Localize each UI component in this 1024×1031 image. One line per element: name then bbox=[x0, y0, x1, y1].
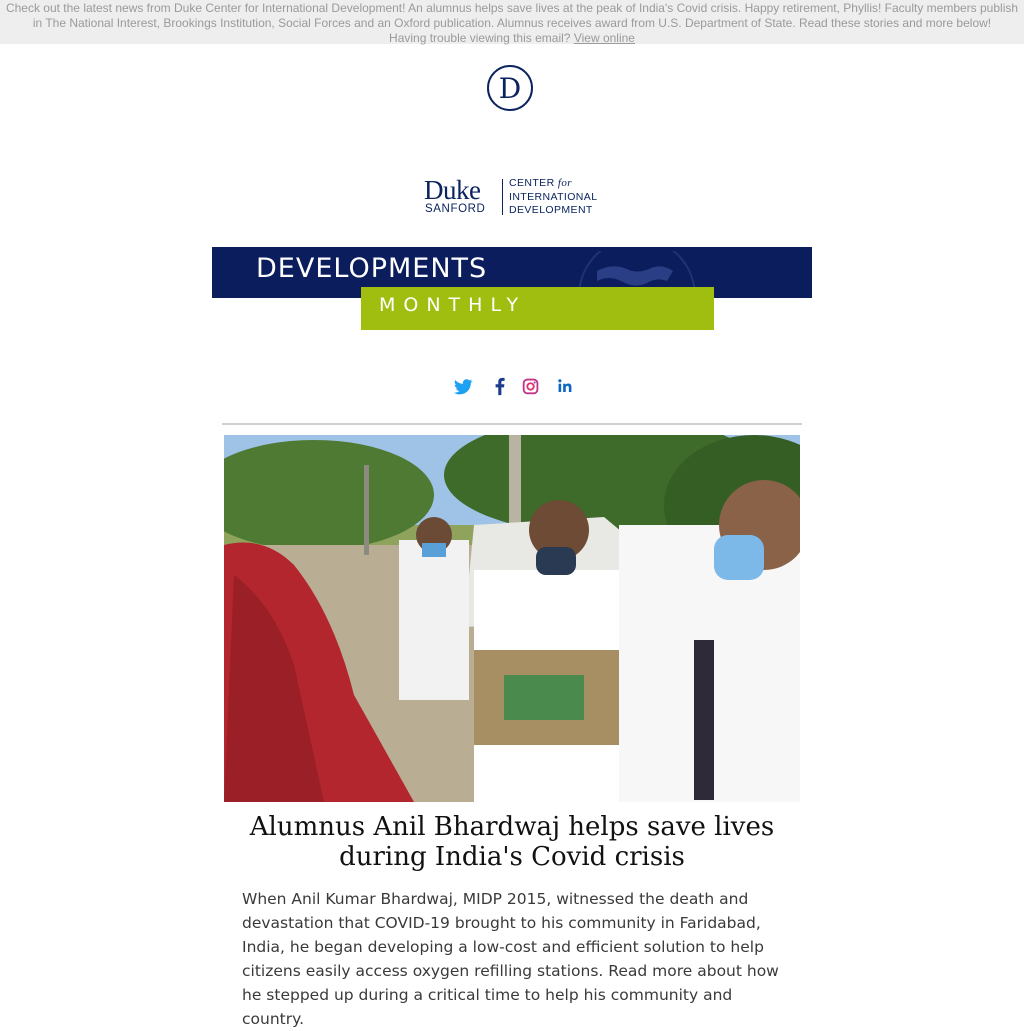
facebook-icon[interactable] bbox=[489, 374, 511, 398]
logo-sanford-word: SANFORD bbox=[425, 203, 486, 215]
banner-subtitle: MONTHLY bbox=[379, 294, 527, 316]
linkedin-icon[interactable] bbox=[554, 374, 576, 398]
logo-development-word: DEVELOPMENT bbox=[509, 204, 593, 216]
logo-divider bbox=[502, 179, 503, 215]
developments-monthly-banner[interactable] bbox=[212, 247, 812, 331]
logo-cid-text bbox=[509, 177, 597, 218]
instagram-icon[interactable] bbox=[520, 374, 542, 398]
social-icons-row bbox=[452, 374, 576, 398]
logo-for-word: for bbox=[557, 177, 572, 189]
logo-international-word: INTERNATIONAL bbox=[509, 190, 598, 203]
preheader-text: Check out the latest news from Duke Center for International Development! An alumnus helps save lives at the peak of India's Covid crisis. Happy retirement, Phyllis! Faculty members publish in The National Interest, Brookings Institution, Social Forces and an Oxford publication. Alumnus receives award from U.S. Department of State. Read these stories and more below! bbox=[5, 1, 1019, 30]
logo-center-word: CENTER bbox=[509, 177, 555, 189]
section-divider bbox=[222, 423, 802, 425]
view-online-link[interactable]: View online bbox=[573, 31, 635, 45]
article-body: When Anil Kumar Bhardwaj, MIDP 2015, witnessed the death and devastation that COVID-19 brought to his community in Faridabad, India, he began developing a low-cost and efficient solution to help citizens easily access oxygen refilling stations. Read more about how he stepped up during a critical time to help his community and country. bbox=[242, 890, 779, 1028]
article-headline[interactable]: Alumnus Anil Bhardwaj helps save lives during India's Covid crisis bbox=[249, 812, 775, 872]
twitter-icon[interactable] bbox=[452, 374, 474, 398]
trouble-text: Having trouble viewing this email? bbox=[389, 31, 571, 45]
preheader bbox=[0, 0, 1024, 44]
logo-duke-word: Duke bbox=[424, 175, 481, 205]
banner-title: DEVELOPMENTS bbox=[256, 253, 488, 284]
d-logo-badge[interactable]: D bbox=[487, 65, 533, 111]
duke-sanford-cid-logo[interactable] bbox=[424, 175, 604, 219]
article-photo[interactable] bbox=[224, 435, 800, 802]
view-online-line bbox=[389, 31, 635, 45]
banner-green-band bbox=[361, 287, 714, 330]
